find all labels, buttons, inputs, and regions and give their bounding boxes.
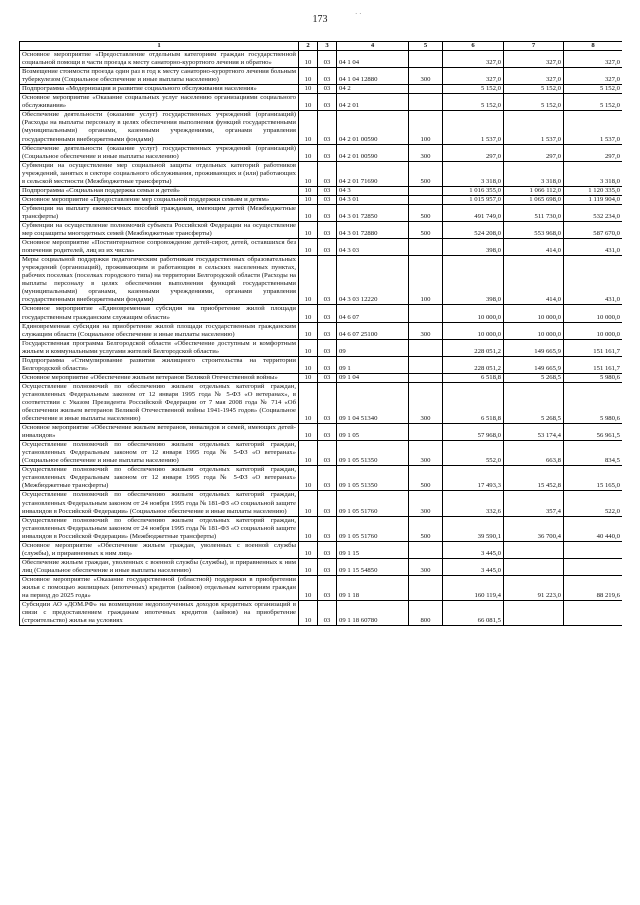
target-article-cell: 09 1 05 [337,424,409,441]
amount-year2-cell: 414,0 [504,256,564,305]
column-header: 1 [20,42,299,51]
target-article-cell: 04 2 01 00590 [337,144,409,161]
table-row [20,195,623,204]
subsection-code-cell: 03 [318,68,337,85]
target-article-cell: 04 2 01 71690 [337,161,409,186]
amount-year3-cell: 5 152,0 [564,85,623,94]
amount-year3-cell [564,601,623,626]
section-code-cell: 10 [299,85,318,94]
amount-year2-cell: 327,0 [504,68,564,85]
subsection-code-cell: 03 [318,186,337,195]
expense-type-cell [409,51,443,68]
amount-year1-cell: 17 493,3 [443,466,504,491]
table-row [20,256,623,305]
amount-year2-cell: 553 968,0 [504,221,564,238]
amount-year2-cell: 414,0 [504,239,564,256]
target-article-cell: 09 1 15 [337,541,409,558]
target-article-cell: 04 3 03 [337,239,409,256]
section-code-cell: 10 [299,239,318,256]
amount-year2-cell: 357,4 [504,491,564,516]
section-code-cell: 10 [299,322,318,339]
expense-type-cell: 500 [409,516,443,541]
table-row [20,186,623,195]
amount-year3-cell: 1 537,0 [564,111,623,144]
section-code-cell: 10 [299,491,318,516]
expense-type-cell: 300 [409,441,443,466]
subsection-code-cell: 03 [318,339,337,356]
amount-year1-cell: 552,0 [443,441,504,466]
subsection-code-cell: 03 [318,441,337,466]
amount-year2-cell: 327,0 [504,51,564,68]
table-row [20,558,623,575]
amount-year1-cell: 297,0 [443,144,504,161]
subsection-code-cell: 03 [318,51,337,68]
amount-year2-cell: 1 066 112,0 [504,186,564,195]
amount-year3-cell: 88 219,6 [564,575,623,600]
amount-year3-cell: 10 000,0 [564,305,623,322]
expense-type-cell [409,356,443,373]
amount-year3-cell: 1 119 904,0 [564,195,623,204]
expense-type-cell [409,239,443,256]
expense-type-cell [409,94,443,111]
target-article-cell: 04 3 01 72880 [337,221,409,238]
table-row [20,356,623,373]
amount-year1-cell: 3 445,0 [443,541,504,558]
subsection-code-cell: 03 [318,204,337,221]
section-code-cell: 10 [299,441,318,466]
target-article-cell: 04 3 01 72850 [337,204,409,221]
target-article-cell: 04 6 07 [337,305,409,322]
amount-year1-cell: 1 016 355,0 [443,186,504,195]
amount-year2-cell: 91 223,0 [504,575,564,600]
amount-year3-cell: 15 165,0 [564,466,623,491]
amount-year1-cell: 398,0 [443,239,504,256]
target-article-cell: 09 1 05 51350 [337,441,409,466]
row-name-cell: Осуществление полномочий по обеспечению жильем отдельных категорий граждан, установленных Федеральным законом от 12 января 1995 года № 5-ФЗ «О ветеранах», в соответствии с Указом Президента Российской Федерации от 7 мая 2008 года № 714 «Об обеспечении жильем ветеранов Великой Отечественной войны 1941-1945 годов» (Социальное обеспечение и иные выплаты населению) [20,382,299,423]
target-article-cell: 09 1 18 [337,575,409,600]
table-body [20,51,623,626]
row-name-cell: Государственная программа Белгородской области «Обеспечение доступным и комфортным жильем и коммунальными услугами жителей Белгородской области» [20,339,299,356]
row-name-cell: Обеспечение жильем граждан, уволенных с военной службы (службы), и приравненных к ним лиц (Социальное обеспечение и иные выплаты населению) [20,558,299,575]
table-row [20,144,623,161]
target-article-cell: 09 1 04 51340 [337,382,409,423]
row-name-cell: Субвенции на выплату ежемесячных пособий гражданам, имеющим детей (Межбюджетные трансферты) [20,204,299,221]
expense-type-cell [409,186,443,195]
table-row [20,541,623,558]
target-article-cell: 09 1 [337,356,409,373]
column-header: 5 [409,42,443,51]
amount-year1-cell: 5 152,0 [443,85,504,94]
subsection-code-cell: 03 [318,94,337,111]
amount-year3-cell: 5 152,0 [564,94,623,111]
row-name-cell: Основное мероприятие «Предоставление мер социальной поддержки семьям и детям» [20,195,299,204]
subsection-code-cell: 03 [318,256,337,305]
target-article-cell: 04 1 04 12880 [337,68,409,85]
row-name-cell: Основное мероприятие «Единовременная субсидия на приобретение жилой площади государственным гражданским служащим области» [20,305,299,322]
amount-year2-cell: 5 152,0 [504,94,564,111]
amount-year2-cell [504,601,564,626]
subsection-code-cell: 03 [318,239,337,256]
row-name-cell: Основное мероприятие «Обеспечение жильем ветеранов, инвалидов и семей, имеющих детей-инвалидов» [20,424,299,441]
row-name-cell: Субвенции на осуществление мер социальной защиты отдельных категорий работников учреждений, занятых в секторе социального обслуживания, проживающих и (или) работающих в сельской местности (Межбюджетные трансферты) [20,161,299,186]
amount-year3-cell: 151 161,7 [564,356,623,373]
amount-year2-cell: 5 268,5 [504,373,564,382]
table-row [20,424,623,441]
column-header: 4 [337,42,409,51]
row-name-cell: Основное мероприятие «Оказание государственной (областной) поддержки в приобретении жилья с помощью жилищных (ипотечных) кредитов (займов) отдельным категориям граждан на период до 2025 года» [20,575,299,600]
amount-year2-cell: 149 665,9 [504,356,564,373]
amount-year1-cell: 228 051,2 [443,339,504,356]
target-article-cell: 04 3 03 12220 [337,256,409,305]
row-name-cell: Возмещение стоимости проезда один раз в год к месту санаторно-курортного лечения больным туберкулезом (Социальное обеспечение и иные выплаты населению) [20,68,299,85]
subsection-code-cell: 03 [318,195,337,204]
table-row [20,204,623,221]
amount-year3-cell: 3 318,0 [564,161,623,186]
amount-year2-cell: 53 174,4 [504,424,564,441]
expense-type-cell: 500 [409,221,443,238]
expense-type-cell: 300 [409,382,443,423]
amount-year3-cell: 5 980,6 [564,373,623,382]
amount-year1-cell: 327,0 [443,68,504,85]
section-code-cell: 10 [299,466,318,491]
section-code-cell: 10 [299,382,318,423]
target-article-cell: 09 1 05 51350 [337,466,409,491]
subsection-code-cell: 03 [318,373,337,382]
table-row [20,239,623,256]
table-row [20,575,623,600]
subsection-code-cell: 03 [318,161,337,186]
amount-year3-cell: 587 670,0 [564,221,623,238]
section-code-cell: 10 [299,541,318,558]
amount-year1-cell: 5 152,0 [443,94,504,111]
expense-type-cell [409,541,443,558]
target-article-cell: 09 1 15 54850 [337,558,409,575]
amount-year2-cell: 3 318,0 [504,161,564,186]
section-code-cell: 10 [299,111,318,144]
expense-type-cell: 100 [409,256,443,305]
amount-year1-cell: 332,6 [443,491,504,516]
column-header: 6 [443,42,504,51]
target-article-cell: 09 1 04 [337,373,409,382]
table-row [20,68,623,85]
table-row [20,373,623,382]
subsection-code-cell: 03 [318,144,337,161]
amount-year2-cell: 297,0 [504,144,564,161]
amount-year2-cell: 1 537,0 [504,111,564,144]
expense-type-cell [409,339,443,356]
table-row [20,516,623,541]
expense-type-cell: 300 [409,144,443,161]
amount-year2-cell: 149 665,9 [504,339,564,356]
amount-year1-cell: 66 081,5 [443,601,504,626]
column-header: 7 [504,42,564,51]
amount-year1-cell: 3 445,0 [443,558,504,575]
subsection-code-cell: 03 [318,356,337,373]
amount-year2-cell: 10 000,0 [504,305,564,322]
amount-year3-cell: 327,0 [564,51,623,68]
table-row [20,466,623,491]
subsection-code-cell: 03 [318,541,337,558]
amount-year3-cell: 431,0 [564,239,623,256]
amount-year1-cell: 524 208,0 [443,221,504,238]
section-code-cell: 10 [299,356,318,373]
section-code-cell: 10 [299,68,318,85]
expense-type-cell: 300 [409,558,443,575]
expense-type-cell [409,85,443,94]
row-name-cell: Меры социальной поддержки педагогическим работникам государственных образовательных учреждений (организаций), проживающим и работающим в сельских населенных пунктах, рабочих поселках (поселках городского типа) на территории Белгородской области (Расходы на выплаты персоналу в целях обеспечения выполнения функций государственными (муниципальными) органами, казенными учреждениями, органами управления государственными внебюджетными фондами) [20,256,299,305]
row-name-cell: Основное мероприятие «Постинтернатное сопровождение детей-сирот, детей, оставшихся без попечения родителей, лиц из их числа» [20,239,299,256]
table-row [20,111,623,144]
target-article-cell: 09 1 18 60780 [337,601,409,626]
amount-year3-cell: 327,0 [564,68,623,85]
amount-year2-cell: 36 700,4 [504,516,564,541]
amount-year3-cell [564,541,623,558]
subsection-code-cell: 03 [318,221,337,238]
target-article-cell: 04 1 04 [337,51,409,68]
subsection-code-cell: 03 [318,305,337,322]
expense-type-cell [409,195,443,204]
expense-type-cell: 300 [409,491,443,516]
target-article-cell: 04 6 07 25100 [337,322,409,339]
expense-type-cell: 500 [409,161,443,186]
table-row [20,305,623,322]
section-code-cell: 10 [299,305,318,322]
row-name-cell: Осуществление полномочий по обеспечению жильем отдельных категорий граждан, установленных Федеральным законом от 24 ноября 1995 года № 181-ФЗ «О социальной защите инвалидов в Российской Федерации» (Социальное обеспечение и иные выплаты населению) [20,491,299,516]
amount-year3-cell: 40 440,0 [564,516,623,541]
amount-year3-cell: 297,0 [564,144,623,161]
amount-year1-cell: 1 015 957,0 [443,195,504,204]
table-row [20,601,623,626]
section-code-cell: 10 [299,186,318,195]
section-code-cell: 10 [299,558,318,575]
expense-type-cell [409,373,443,382]
table-row [20,161,623,186]
row-name-cell: Подпрограмма «Социальная поддержка семьи и детей» [20,186,299,195]
amount-year3-cell: 532 234,0 [564,204,623,221]
budget-table-container [19,41,622,893]
column-header: 8 [564,42,623,51]
section-code-cell: 10 [299,256,318,305]
amount-year2-cell [504,541,564,558]
amount-year1-cell: 6 518,8 [443,373,504,382]
subsection-code-cell: 03 [318,558,337,575]
table-row [20,491,623,516]
section-code-cell: 10 [299,424,318,441]
table-row [20,382,623,423]
table-row [20,85,623,94]
row-name-cell: Осуществление полномочий по обеспечению жильем отдельных категорий граждан, установленных Федеральным законом от 12 января 1995 года № 5-ФЗ «О ветеранах» (Социальное обеспечение и иные выплаты населению) [20,441,299,466]
section-code-cell: 10 [299,516,318,541]
amount-year1-cell: 398,0 [443,256,504,305]
amount-year2-cell: 10 000,0 [504,322,564,339]
amount-year3-cell: 522,0 [564,491,623,516]
table-row [20,322,623,339]
amount-year2-cell: 1 065 698,0 [504,195,564,204]
expense-type-cell: 300 [409,322,443,339]
amount-year3-cell: 10 000,0 [564,322,623,339]
amount-year2-cell [504,558,564,575]
amount-year1-cell: 10 000,0 [443,305,504,322]
row-name-cell: Единовременная субсидия на приобретение жилой площади государственным гражданским служащим области (Социальное обеспечение и иные выплаты населению) [20,322,299,339]
expense-type-cell [409,305,443,322]
amount-year3-cell: 151 161,7 [564,339,623,356]
amount-year1-cell: 6 518,8 [443,382,504,423]
row-name-cell: Основное мероприятие «Обеспечение жильем ветеранов Великой Отечественной войны» [20,373,299,382]
row-name-cell: Обеспечение деятельности (оказание услуг) государственных учреждений (организаций) (Расходы на выплаты персоналу в целях обеспечения выполнения функций государственными (муниципальными) органами, казенными учреждениями, органами управления государственными внебюджетными фондами) [20,111,299,144]
table-row [20,51,623,68]
subsection-code-cell: 03 [318,322,337,339]
amount-year1-cell: 327,0 [443,51,504,68]
expense-type-cell: 800 [409,601,443,626]
row-name-cell: Субвенции на осуществление полномочий субъекта Российской Федерации на осуществление мер соцзащиты многодетных семей (Межбюджетные трансферты) [20,221,299,238]
budget-table [19,41,622,626]
subsection-code-cell: 03 [318,85,337,94]
subsection-code-cell: 03 [318,575,337,600]
amount-year1-cell: 491 749,0 [443,204,504,221]
row-name-cell: Основное мероприятие «Обеспечение жильем граждан, уволенных с военной службы (службы), и приравненных к ним лиц» [20,541,299,558]
subsection-code-cell: 03 [318,111,337,144]
table-row [20,339,623,356]
subsection-code-cell: 03 [318,601,337,626]
amount-year1-cell: 1 537,0 [443,111,504,144]
page-number: 173 [312,14,328,25]
target-article-cell: 04 2 01 [337,94,409,111]
section-code-cell: 10 [299,51,318,68]
row-name-cell: Подпрограмма «Стимулирование развития жилищного строительства на территории Белгородской области» [20,356,299,373]
section-code-cell: 10 [299,373,318,382]
target-article-cell: 04 3 [337,186,409,195]
amount-year2-cell: 5 268,5 [504,382,564,423]
target-article-cell: 04 3 01 [337,195,409,204]
amount-year2-cell: 663,8 [504,441,564,466]
expense-type-cell [409,575,443,600]
table-row [20,94,623,111]
scan-speck: · · [355,10,362,18]
expense-type-cell: 500 [409,204,443,221]
target-article-cell: 09 1 05 51760 [337,516,409,541]
amount-year3-cell: 834,5 [564,441,623,466]
section-code-cell: 10 [299,94,318,111]
row-name-cell: Обеспечение деятельности (оказание услуг) государственных учреждений (организаций) (Социальное обеспечение и иные выплаты населению) [20,144,299,161]
section-code-cell: 10 [299,221,318,238]
expense-type-cell: 100 [409,111,443,144]
target-article-cell: 09 1 05 51760 [337,491,409,516]
section-code-cell: 10 [299,575,318,600]
section-code-cell: 10 [299,195,318,204]
row-name-cell: Подпрограмма «Модернизация и развитие социального обслуживания населения» [20,85,299,94]
amount-year3-cell: 1 120 335,0 [564,186,623,195]
expense-type-cell: 300 [409,68,443,85]
subsection-code-cell: 03 [318,424,337,441]
row-name-cell: Осуществление полномочий по обеспечению жильем отдельных категорий граждан, установленных Федеральным законом от 12 января 1995 года № 5-ФЗ «О ветеранах» (Межбюджетные трансферты) [20,466,299,491]
amount-year2-cell: 15 452,8 [504,466,564,491]
section-code-cell: 10 [299,601,318,626]
table-header-row [20,42,623,51]
subsection-code-cell: 03 [318,516,337,541]
table-row [20,441,623,466]
row-name-cell: Осуществление полномочий по обеспечению жильем отдельных категорий граждан, установленных Федеральным законом от 24 ноября 1995 года № 181-ФЗ «О социальной защите инвалидов в Российской Федерации» (Межбюджетные трансферты) [20,516,299,541]
expense-type-cell: 500 [409,466,443,491]
amount-year1-cell: 3 318,0 [443,161,504,186]
row-name-cell: Субсидии АО «ДОМ.РФ» на возмещение недополученных доходов кредитных организаций в связи с предоставлением гражданам ипотечных кредитов (займов) на приобретение (строительство) жилья на условиях [20,601,299,626]
column-header: 2 [299,42,318,51]
subsection-code-cell: 03 [318,466,337,491]
subsection-code-cell: 03 [318,382,337,423]
row-name-cell: Основное мероприятие «Оказание социальных услуг населению организациями социального обслуживания» [20,94,299,111]
amount-year3-cell [564,558,623,575]
amount-year3-cell: 431,0 [564,256,623,305]
table-row [20,221,623,238]
row-name-cell: Основное мероприятие «Предоставление отдельным категориям граждан государственной социальной помощи в части проезда к месту санаторно-курортного лечения и обратно» [20,51,299,68]
target-article-cell: 09 [337,339,409,356]
amount-year2-cell: 5 152,0 [504,85,564,94]
section-code-cell: 10 [299,161,318,186]
amount-year1-cell: 160 119,4 [443,575,504,600]
amount-year1-cell: 10 000,0 [443,322,504,339]
target-article-cell: 04 2 [337,85,409,94]
section-code-cell: 10 [299,144,318,161]
amount-year1-cell: 39 590,1 [443,516,504,541]
amount-year2-cell: 511 730,0 [504,204,564,221]
subsection-code-cell: 03 [318,491,337,516]
section-code-cell: 10 [299,204,318,221]
amount-year1-cell: 228 051,2 [443,356,504,373]
section-code-cell: 10 [299,339,318,356]
target-article-cell: 04 2 01 00590 [337,111,409,144]
column-header: 3 [318,42,337,51]
expense-type-cell [409,424,443,441]
amount-year1-cell: 57 968,0 [443,424,504,441]
amount-year3-cell: 56 961,5 [564,424,623,441]
amount-year3-cell: 5 980,6 [564,382,623,423]
